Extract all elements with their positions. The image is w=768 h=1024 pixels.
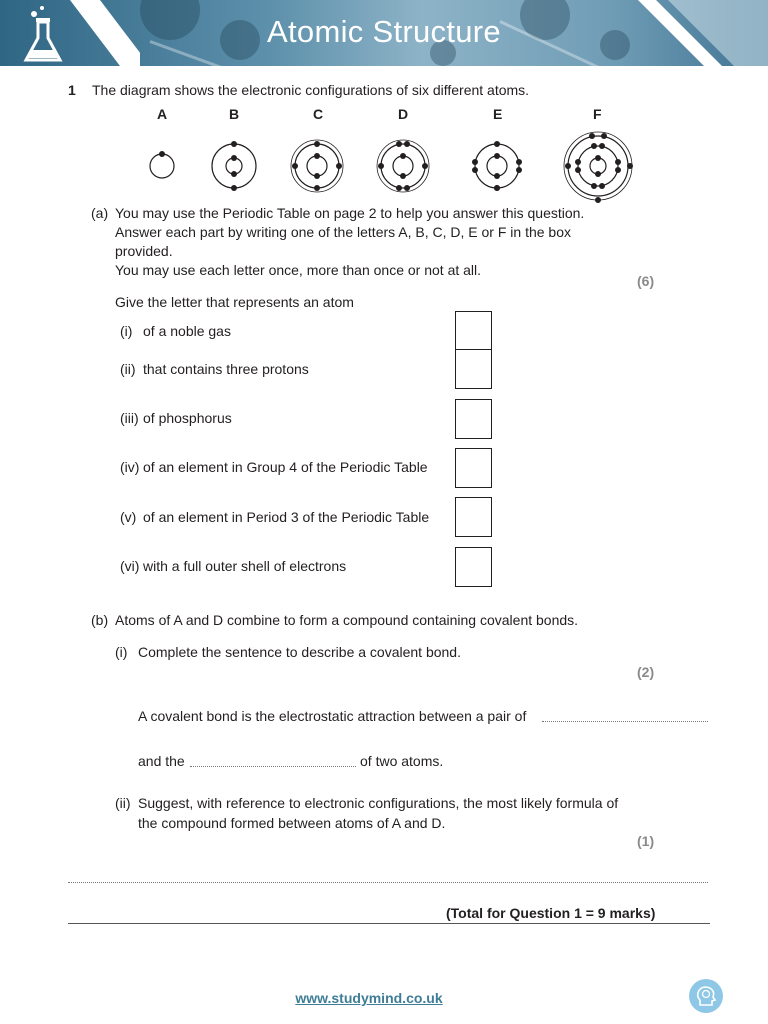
part-a-line-3: provided. [115,243,173,259]
item-iv-text: of an element in Group 4 of the Periodic Table [143,459,428,475]
head-brain-icon [689,979,723,1013]
part-b-ii-line-2: the compound formed between atoms of A and D. [138,815,446,831]
atom-label-b: B [229,106,240,122]
atom-b-shell [212,144,256,188]
answer-line-2[interactable] [190,766,356,767]
part-b-ii-line-1: Suggest, with reference to electronic configurations, the most likely formula of [138,795,619,811]
part-b-label: (b) [91,612,109,628]
item-ii-text: that contains three protons [143,361,309,377]
part-a-label: (a) [91,205,109,221]
footer-link[interactable]: www.studymind.co.uk [295,990,443,1006]
item-vi-text: with a full outer shell of electrons [143,558,347,574]
item-i-text: of a noble gas [143,323,231,339]
total-marks: (Total for Question 1 = 9 marks) [446,905,656,921]
sentence-end: of two atoms. [360,753,444,769]
answer-box-v[interactable] [455,497,492,537]
atom-label-f: F [593,106,602,122]
divider [68,923,710,924]
answer-line-3[interactable] [68,882,708,883]
question-intro: The diagram shows the electronic configurations of six different atoms. [92,82,530,98]
sentence-mid: and the [138,753,185,769]
page-title: Atomic Structure [267,14,501,49]
part-b-i-label: (i) [115,644,128,660]
part-a-line-4: You may use each letter once, more than once or not at all. [115,262,482,278]
part-b-ii-marks: (1) [637,833,655,849]
atom-label-d: D [398,106,409,122]
answer-box-iv[interactable] [455,448,492,488]
part-a-prompt: Give the letter that represents an atom [115,294,354,310]
atom-label-a: A [157,106,168,122]
answer-box-ii[interactable] [455,349,492,389]
sentence-start: A covalent bond is the electrostatic attraction between a pair of [138,708,527,724]
part-b-i-text: Complete the sentence to describe a covalent bond. [138,644,461,660]
part-b-text: Atoms of A and D combine to form a compound containing covalent bonds. [115,612,579,628]
item-iii-label: (iii) [120,410,139,426]
atom-a-shell [150,154,174,178]
answer-box-i[interactable] [455,311,492,351]
part-a-line-2: Answer each part by writing one of the letters A, B, C, D, E or F in the box [115,224,571,240]
item-v-label: (v) [120,509,137,525]
item-ii-label: (ii) [120,361,136,377]
item-iv-label: (iv) [120,459,140,475]
part-a-line-1: You may use the Periodic Table on page 2 to help you answer this question. [115,205,585,221]
part-b-i-marks: (2) [637,664,655,680]
part-b-ii-label: (ii) [115,795,131,811]
answer-box-vi[interactable] [455,547,492,587]
atom-label-c: C [313,106,324,122]
item-v-text: of an element in Period 3 of the Periodic Table [143,509,430,525]
item-i-label: (i) [120,323,133,339]
header-banner [0,0,768,66]
item-vi-label: (vi) [120,558,140,574]
question-number: 1 [68,82,76,98]
answer-box-iii[interactable] [455,399,492,439]
part-a-marks: (6) [637,273,655,289]
item-iii-text: of phosphorus [143,410,232,426]
atom-diagrams [140,128,660,208]
answer-line-1[interactable] [542,721,708,722]
atom-label-e: E [493,106,503,122]
